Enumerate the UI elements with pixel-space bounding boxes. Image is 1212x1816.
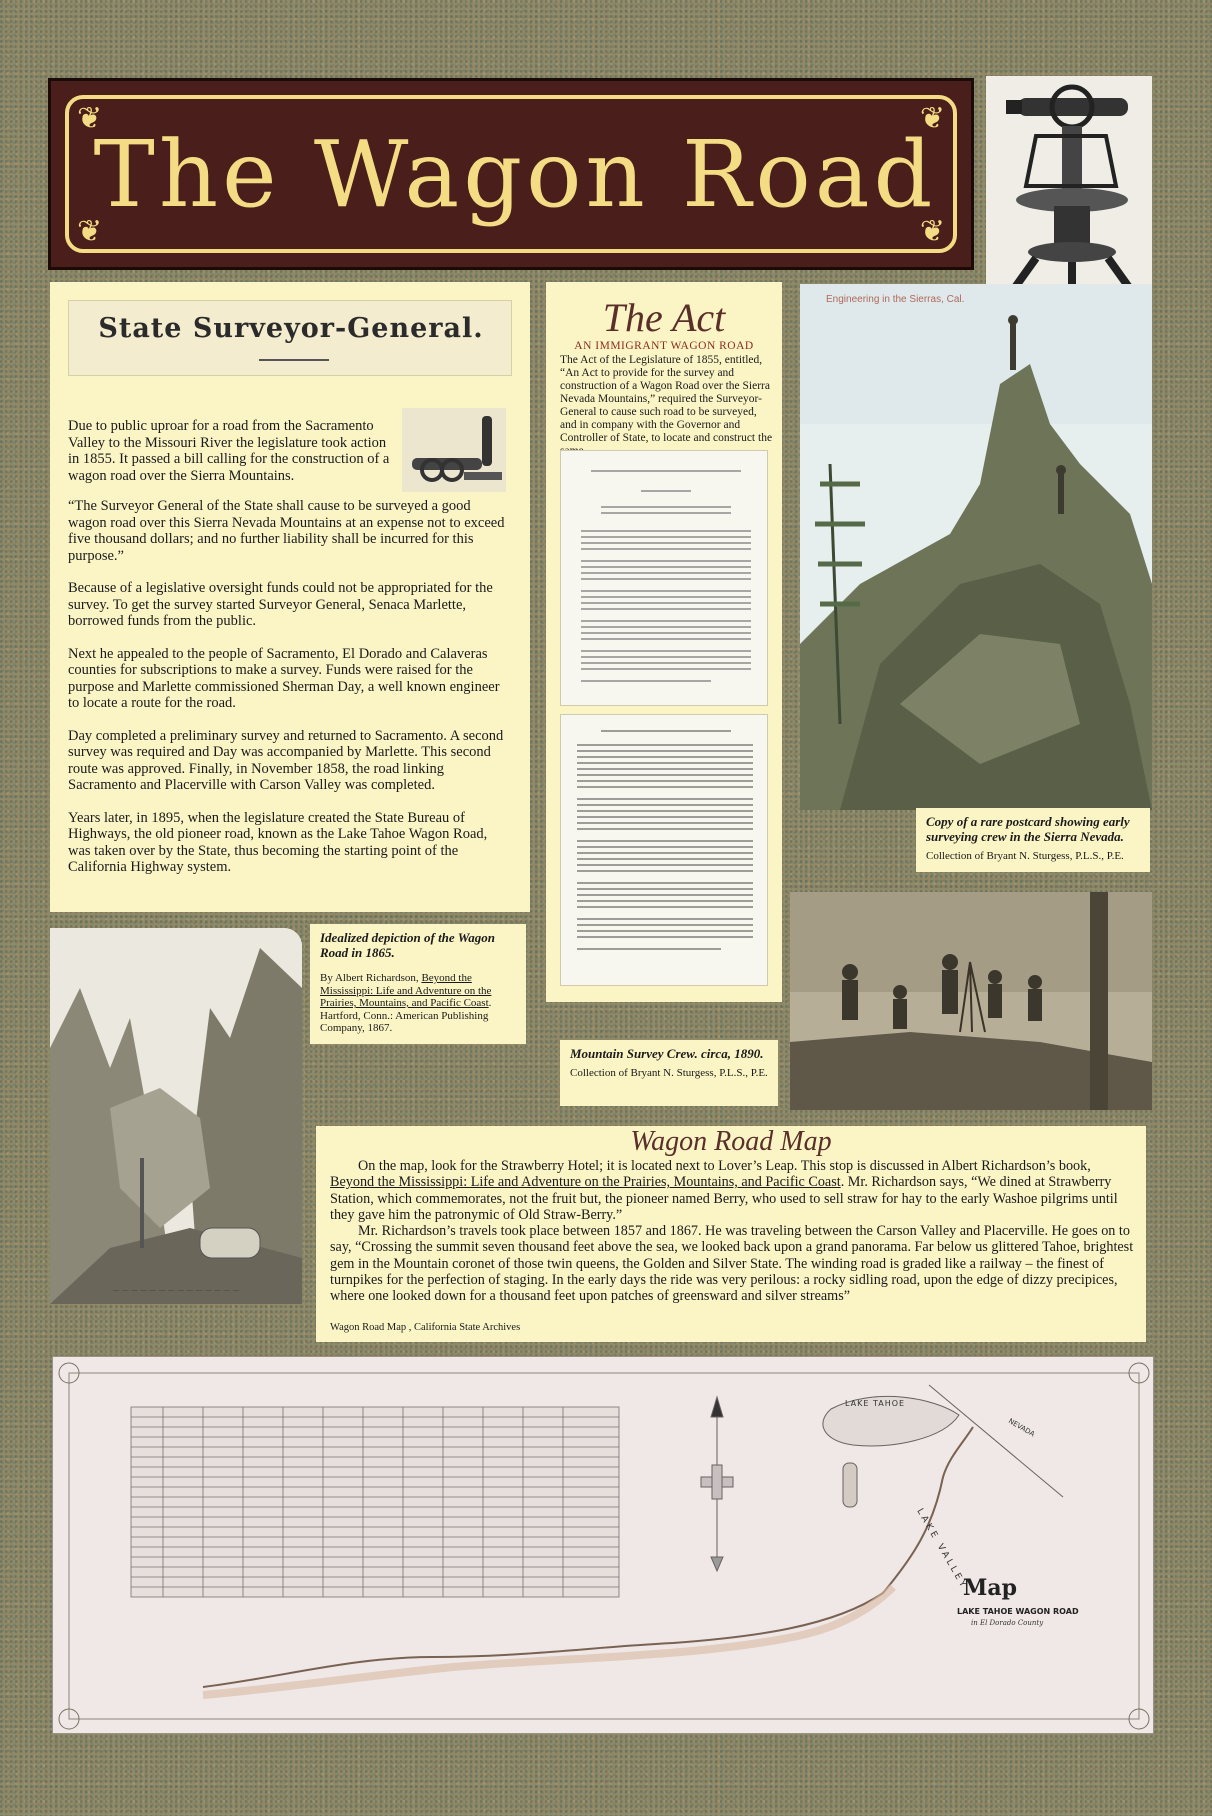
engraving-credit-suffix: . Hartford, Conn.: American Publishing Company, 1867. (320, 997, 492, 1034)
surveyor-paragraph-2: “The Surveyor General of the State shall cause to be surveyed a good wagon road over this Sierra Nevada Mountains at an expense not to exceed five thousand dollars; and no further liability shall be incurred for this purpose.” (68, 498, 505, 564)
oak-leaf-icon: ❦ (919, 102, 945, 135)
postcard-credit: Collection of Bryant N. Sturgess, P.L.S., P.E. (926, 850, 1124, 862)
map-credit: Wagon Road Map , California State Archives (330, 1322, 521, 1333)
surveyor-text-body (68, 498, 512, 892)
engraving-credit (320, 972, 516, 1035)
map-paragraph-1-a: On the map, look for the Strawberry Hotel; it is located next to Lover’s Leap. This stop is discussed in Albert Richardson’s book, (358, 1158, 1091, 1174)
surveyor-paragraph-5: Day completed a preliminary survey and returned to Sacramento. A second survey was required and Day was accompanied by Marlette. This second route was approved. Finally, in November 1858, the road linking Sacramento and Placerville with Carson Valley was completed. (68, 727, 504, 793)
map-section-title: Wagon Road Map (630, 1126, 832, 1157)
map-lake-label: LAKE TAHOE (845, 1399, 906, 1408)
map-paragraph-2: Mr. Richardson’s travels took place between 1857 and 1867. He was traveling between the Carson Valley and Placerville. He goes on to say, “Crossing the summit seven thousand feet above the sea, we looked back upon a grand panorama. Far below us glittered Tahoe, brightest gem in the Mountain coronet of those twin queens, the Golden and Silver State. The winding road is graded like a railway – the finest of turnpikes for the perfection of staging. In the early days the ride was very perilous: a rocky sidling road, upon the edge of dizzy precipices, where one looked down for a thousand feet upon patches of greensward and silver streams” (330, 1223, 1134, 1305)
map-paragraph-1-b: . Mr. Richardson says, “We dined at Strawberry Station, which commemorates, not the fruit but, the pioneer named Berry, who used to sell straw for hay to the early Washoe pilgrims until they gave him the patronymic of Old Straw-Berry.” (330, 1174, 1118, 1223)
oak-leaf-icon: ❦ (77, 215, 103, 248)
map-legend-title: Map (963, 1575, 1017, 1601)
surveyor-paragraph-1: Due to public uproar for a road from the Sacramento Valley to the Missouri River the legislature took action in 1855. It passed a bill calling for the construction of a wagon road over the Sierra Mountains. (68, 418, 390, 484)
surveyor-header-image (68, 300, 512, 376)
map-paragraph-1 (330, 1158, 1136, 1223)
transit-instrument-image (986, 76, 1152, 300)
crew-caption-title: Mountain Survey Crew. circa, 1890. (570, 1046, 764, 1061)
surveyor-tool-image (402, 408, 506, 492)
act-title: The Act (602, 295, 726, 340)
postcard-surveyors-image (800, 284, 1152, 810)
postcard-caption (916, 808, 1150, 872)
map-legend-line-1: LAKE TAHOE WAGON ROAD (957, 1607, 1079, 1616)
act-document-page-2 (560, 714, 768, 986)
oak-leaf-icon: ❦ (77, 102, 103, 135)
map-valley-label: LAKE VALLEY (914, 1507, 969, 1592)
oak-leaf-icon: ❦ (919, 215, 945, 248)
crew-credit: Collection of Bryant N. Sturgess, P.L.S., P.E. (570, 1067, 768, 1079)
wagon-road-engraving-image (50, 928, 302, 1304)
surveyor-paragraph-4: Next he appealed to the people of Sacramento, El Dorado and Calaveras counties for subscriptions to make a survey. Funds were raised for the purpose and Marlette commissioned Sherman Day, a well known engineer to locate a route for the road. (68, 645, 500, 711)
banner-frame (65, 95, 957, 253)
postcard-label: Engineering in the Sierras, Cal. (826, 294, 965, 305)
map-paragraph-1-book: Beyond the Mississippi: Life and Adventure on the Prairies, Mountains, and Pacific Coast (330, 1174, 841, 1191)
engraving-caption (310, 924, 526, 1044)
wagon-road-map-panel (316, 1126, 1146, 1342)
surveyor-paragraph-6: Years later, in 1895, when the legislature created the State Bureau of Highways, the old pioneer road, known as the Lake Tahoe Wagon Road, was taken over by the State, thus becoming the starting point of the California Highway system. (68, 809, 488, 875)
engraving-credit-prefix: By Albert Richardson, (320, 972, 422, 984)
surveyor-paragraph-3: Because of a legislative oversight funds could not be appropriated for the survey. To get the survey started Surveyor General, Senaca Marlette, borrowed funds from the public. (68, 580, 493, 629)
map-legend-line-2: in El Dorado County (971, 1619, 1044, 1627)
map-section-text (330, 1158, 1136, 1305)
act-subtitle: AN IMMIGRANT WAGON ROAD (574, 340, 754, 352)
crew-caption (560, 1040, 778, 1106)
lake-tahoe-wagon-road-map (52, 1356, 1154, 1734)
page-title: The Wagon Road (93, 121, 937, 228)
engraving-caption-title: Idealized depiction of the Wagon Road in 1865. (320, 930, 496, 960)
act-document-page-1 (560, 450, 768, 706)
map-nevada-label: NEVADA (1007, 1417, 1036, 1439)
postcard-caption-title: Copy of a rare postcard showing early surveying crew in the Sierra Nevada. (926, 814, 1130, 844)
the-act-panel (546, 282, 782, 1002)
survey-crew-photo (790, 892, 1152, 1110)
title-banner (48, 78, 974, 270)
svg-text:— — — — — — — — — — — — — —: — — — — — — — — — — — — — — (112, 1286, 240, 1294)
header-rule (259, 359, 329, 361)
engraving-credit-book: Beyond the Mississippi: Life and Adventure on the Prairies, Mountains, and Pacific Coast (320, 972, 492, 1009)
surveyor-header-text: State Surveyor-General. (98, 313, 484, 344)
act-description: The Act of the Legislature of 1855, entitled, “An Act to provide for the survey and construction of a Wagon Road over the Sierra Nevada Mountains,” required the Surveyor-General to cause such road to be surveyed, and in company with the Governor and Controller of State, to locate and construct the (560, 354, 773, 444)
surveyor-general-panel (50, 282, 530, 912)
